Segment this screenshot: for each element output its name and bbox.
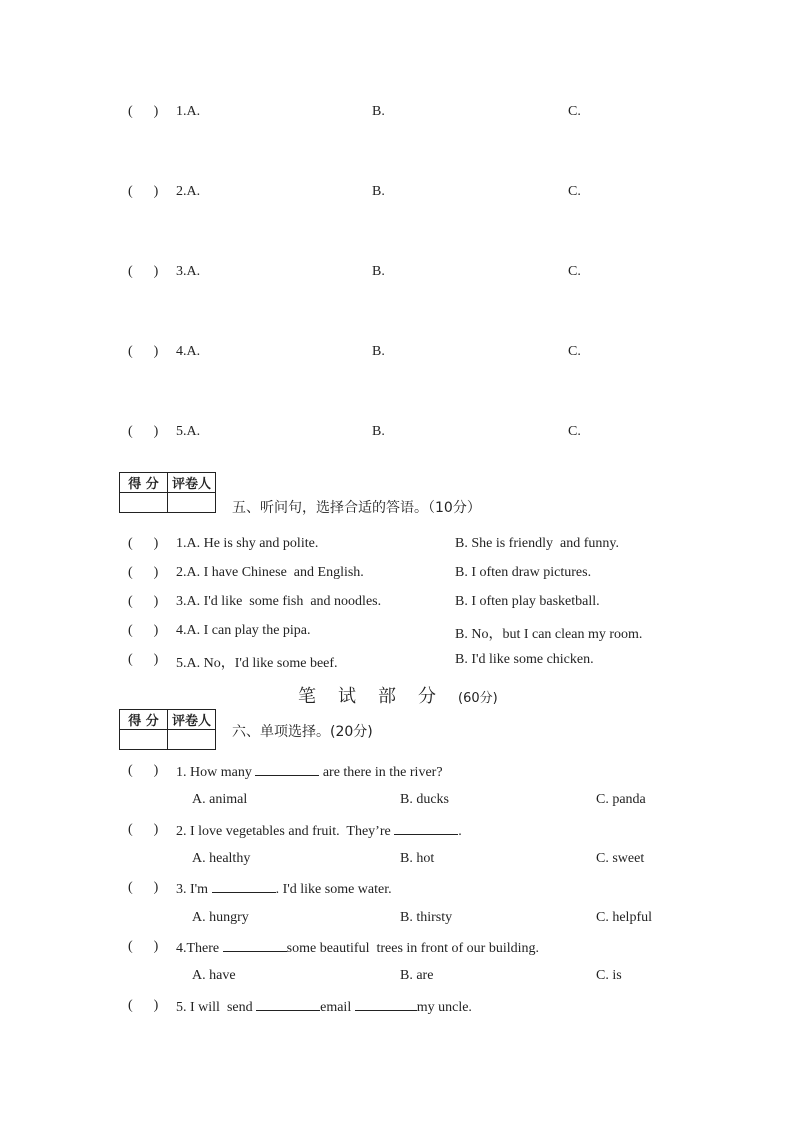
answer-blank[interactable] <box>255 763 319 776</box>
option-c: C. <box>568 104 581 119</box>
answer-paren[interactable]: ( ) <box>128 565 159 580</box>
option-a: 5.A. No，I'd like some beef. <box>176 656 338 671</box>
option-a: 1.A. <box>176 104 201 119</box>
grader-label: 评卷人 <box>168 473 216 493</box>
option-c: C. <box>568 264 581 279</box>
option-a: A. animal <box>192 792 248 807</box>
answer-paren[interactable]: ( ) <box>128 822 159 837</box>
section-6-heading: 六、单项选择。(20分) <box>232 724 373 740</box>
option-c: C. sweet <box>596 851 645 866</box>
stem-pre: 2. I love vegetables and fruit. They’re <box>176 824 395 839</box>
option-b: B. No，but I can clean my room. <box>455 627 643 642</box>
answer-paren[interactable]: ( ) <box>128 998 159 1013</box>
answer-paren[interactable]: ( ) <box>128 623 159 638</box>
answer-blank[interactable] <box>355 998 417 1011</box>
option-b: B. <box>372 104 385 119</box>
score-field[interactable] <box>120 493 168 513</box>
stem-post: are there in the river? <box>319 765 443 780</box>
option-b: B. hot <box>400 851 435 866</box>
answer-blank[interactable] <box>223 939 287 952</box>
option-b: B. <box>372 424 385 439</box>
option-b: B. I often draw pictures. <box>455 565 592 580</box>
score-box <box>119 709 216 750</box>
grader-label: 评卷人 <box>168 710 216 730</box>
answer-paren[interactable]: ( ) <box>128 424 159 439</box>
stem-pre: 1. How many <box>176 765 256 780</box>
option-b: B. <box>372 264 385 279</box>
stem-mid: email <box>320 1000 355 1015</box>
answer-blank[interactable] <box>256 998 320 1011</box>
option-c: C. helpful <box>596 910 652 925</box>
option-a: 3.A. I'd like some fish and noodles. <box>176 594 382 609</box>
score-label: 得 分 <box>120 710 168 730</box>
option-c: C. panda <box>596 792 646 807</box>
question-stem <box>176 763 443 781</box>
grader-field[interactable] <box>168 493 216 513</box>
stem-post: my uncle. <box>416 1000 472 1015</box>
option-c: C. <box>568 184 581 199</box>
option-b: B. <box>372 184 385 199</box>
answer-paren[interactable]: ( ) <box>128 652 159 667</box>
option-a: A. have <box>192 968 236 983</box>
option-b: B. I often play basketball. <box>455 594 600 609</box>
option-b: B. I'd like some chicken. <box>455 652 594 667</box>
option-a: 2.A. I have Chinese and English. <box>176 565 364 580</box>
stem-pre: 5. I will send <box>176 1000 257 1015</box>
stem-pre: 3. I'm <box>176 882 212 897</box>
option-a: 3.A. <box>176 264 201 279</box>
option-a: 4.A. I can play the pipa. <box>176 623 311 638</box>
option-b: B. are <box>400 968 434 983</box>
answer-paren[interactable]: ( ) <box>128 536 159 551</box>
score-box <box>119 472 216 513</box>
option-a: A. healthy <box>192 851 251 866</box>
option-a: A. hungry <box>192 910 249 925</box>
answer-paren[interactable]: ( ) <box>128 104 159 119</box>
answer-blank[interactable] <box>394 822 458 835</box>
option-b: B. <box>372 344 385 359</box>
option-c: C. <box>568 344 581 359</box>
option-c: C. is <box>596 968 622 983</box>
option-b: B. ducks <box>400 792 449 807</box>
question-stem <box>176 998 472 1016</box>
stem-post: . <box>458 824 462 839</box>
option-a: 4.A. <box>176 344 201 359</box>
question-stem <box>176 880 392 898</box>
section-5-heading: 五、听问句，选择合适的答语。（10分） <box>232 500 481 516</box>
answer-paren[interactable]: ( ) <box>128 594 159 609</box>
score-label: 得 分 <box>120 473 168 493</box>
stem-post: . I'd like some water. <box>275 882 392 897</box>
answer-paren[interactable]: ( ) <box>128 880 159 895</box>
answer-paren[interactable]: ( ) <box>128 763 159 778</box>
option-c: C. <box>568 424 581 439</box>
written-title-score: (60分) <box>458 691 498 706</box>
answer-paren[interactable]: ( ) <box>128 344 159 359</box>
option-a: 1.A. He is shy and polite. <box>176 536 319 551</box>
question-stem <box>176 822 462 840</box>
answer-paren[interactable]: ( ) <box>128 939 159 954</box>
grader-field[interactable] <box>168 730 216 750</box>
written-part-title <box>298 682 498 708</box>
question-stem <box>176 939 539 957</box>
written-title-text: 笔试部分 <box>298 686 458 707</box>
option-a: 5.A. <box>176 424 201 439</box>
score-field[interactable] <box>120 730 168 750</box>
answer-paren[interactable]: ( ) <box>128 264 159 279</box>
stem-post: some beautiful trees in front of our building. <box>286 941 539 956</box>
option-b: B. thirsty <box>400 910 453 925</box>
option-a: 2.A. <box>176 184 201 199</box>
option-b: B. She is friendly and funny. <box>455 536 619 551</box>
answer-paren[interactable]: ( ) <box>128 184 159 199</box>
answer-blank[interactable] <box>212 880 276 893</box>
stem-pre: 4.There <box>176 941 223 956</box>
